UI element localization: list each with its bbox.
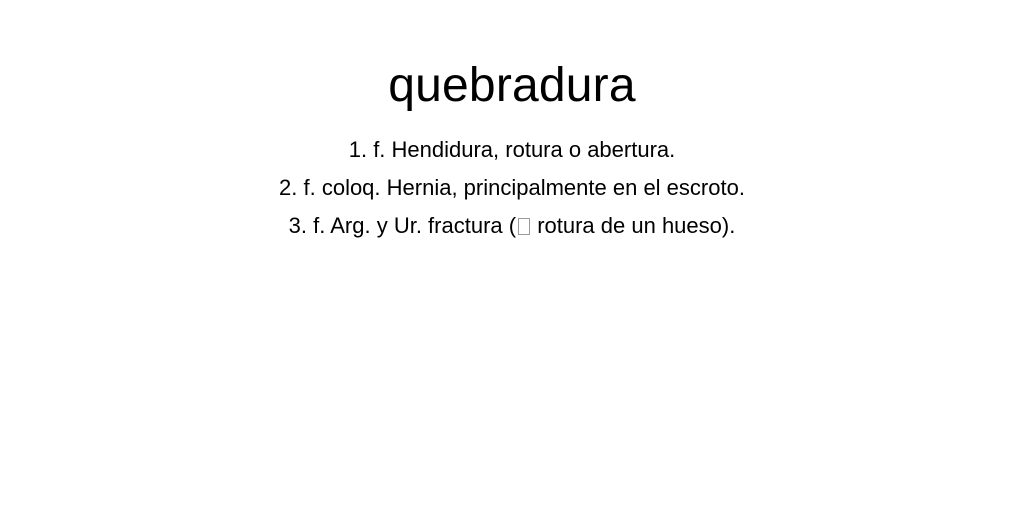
definition-3 (0, 207, 1024, 245)
definition-text-before: 3. f. Arg. y Ur. fractura ( (288, 213, 517, 238)
definition-text: 2. f. coloq. Hernia, principalmente en el escroto. (279, 175, 745, 200)
definition-2 (0, 169, 1024, 207)
definition-text-after: rotura de un hueso). (531, 213, 736, 238)
definition-list (0, 131, 1024, 245)
missing-glyph-box-icon (518, 218, 530, 235)
headword: quebradura (388, 59, 636, 112)
definition-text: 1. f. Hendidura, rotura o abertura. (348, 137, 676, 162)
definition-1 (0, 131, 1024, 169)
